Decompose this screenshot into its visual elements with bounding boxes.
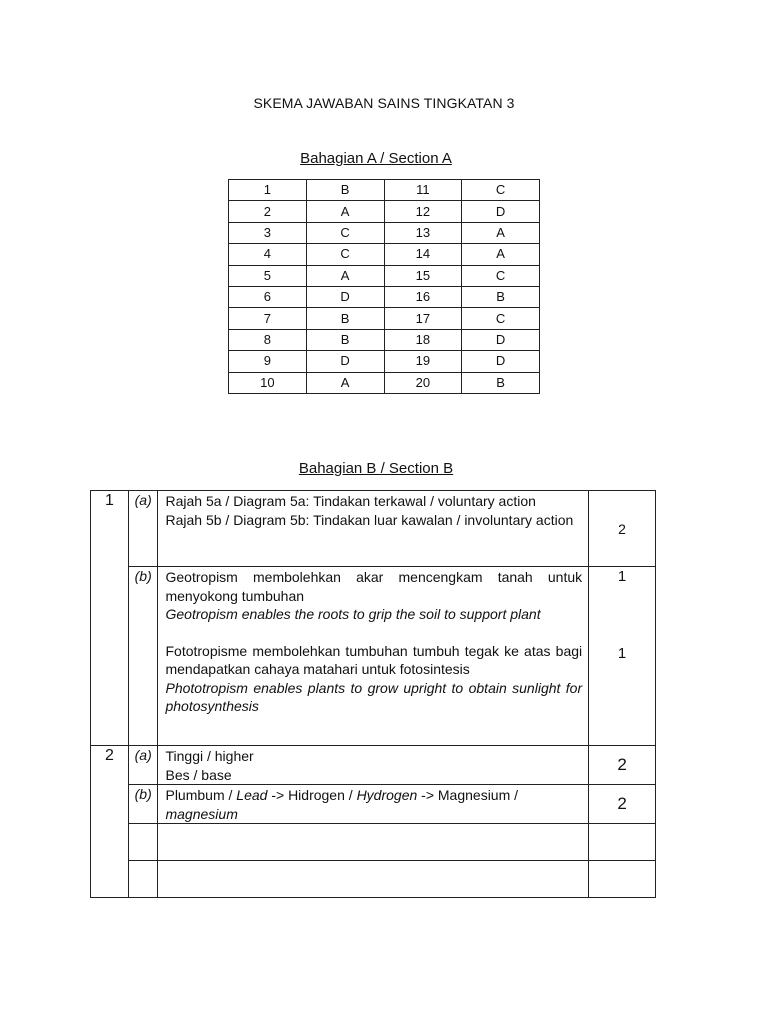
answer-line: Rajah 5b / Diagram 5b: Tindakan luar kawalan / involuntary action	[165, 511, 574, 528]
answer-line: Bes / base	[165, 766, 232, 783]
question-number-cell: 18	[384, 329, 462, 350]
question-number-cell: 20	[384, 372, 462, 393]
table-row	[229, 180, 540, 201]
answer-cell: C	[462, 308, 540, 329]
q2a-row	[91, 746, 656, 785]
answer-cell: B	[306, 329, 384, 350]
question-number-cell: 16	[384, 286, 462, 307]
answer-cell: D	[306, 286, 384, 307]
table-row	[229, 329, 540, 350]
answer-line: Rajah 5a / Diagram 5a: Tindakan terkawal / voluntary action	[165, 493, 536, 509]
question-number-cell: 8	[229, 329, 307, 350]
q1a-row	[91, 491, 656, 567]
table-row	[229, 372, 540, 393]
q1b-answer	[158, 567, 589, 746]
section-b-heading: Bahagian B / Section B	[298, 460, 454, 477]
answer-line: Geotropism membolehkan akar mencengkam tanah untuk menyokong tumbuhan	[165, 569, 583, 604]
question-number-cell: 13	[384, 222, 462, 243]
table-row	[229, 351, 540, 372]
answer-cell: B	[306, 308, 384, 329]
question-number-cell: 2	[229, 201, 307, 222]
question-number-cell: 6	[229, 286, 307, 307]
answer-cell: A	[306, 201, 384, 222]
answer-cell: D	[306, 351, 384, 372]
answer-cell: C	[306, 222, 384, 243]
answer-cell: D	[462, 351, 540, 372]
answer-cell: B	[306, 180, 384, 201]
question-number-cell: 15	[384, 265, 462, 286]
table-row	[229, 308, 540, 329]
page-title: SKEMA JAWABAN SAINS TINGKATAN 3	[253, 95, 515, 111]
subquestion-label: (a)	[128, 746, 158, 785]
subquestion-label: (a)	[128, 491, 158, 567]
q2b-answer: Plumbum / Lead -> Hidrogen / Hydrogen -> Magnesium / magnesium	[158, 785, 589, 824]
question-number-cell: 12	[384, 201, 462, 222]
mark-cell	[589, 567, 656, 746]
answer-cell: D	[462, 329, 540, 350]
empty-row	[91, 824, 656, 861]
table-row	[229, 222, 540, 243]
mark-cell: 2	[589, 746, 656, 785]
answer-cell: A	[462, 222, 540, 243]
answer-cell: B	[462, 286, 540, 307]
table-row	[229, 201, 540, 222]
question-number-cell: 19	[384, 351, 462, 372]
question-number: 1	[91, 491, 129, 746]
mark-cell: 2	[589, 785, 656, 824]
section-a-heading: Bahagian A / Section A	[300, 150, 452, 167]
answer-cell: C	[306, 244, 384, 265]
answer-cell: B	[462, 372, 540, 393]
mark-value: 1	[617, 645, 627, 662]
answer-cell: C	[462, 265, 540, 286]
question-number-cell: 4	[229, 244, 307, 265]
question-number-cell: 1	[229, 180, 307, 201]
answer-cell: D	[462, 201, 540, 222]
q1b-row	[91, 567, 656, 746]
question-number-cell: 5	[229, 265, 307, 286]
answer-cell: C	[462, 180, 540, 201]
subquestion-label: (b)	[128, 567, 158, 746]
table-row	[229, 286, 540, 307]
mark-cell: 2	[589, 491, 656, 567]
table-row	[229, 244, 540, 265]
question-number-cell: 10	[229, 372, 307, 393]
question-number-cell: 14	[384, 244, 462, 265]
empty-row	[91, 861, 656, 898]
mark-value: 1	[617, 568, 627, 585]
question-number-cell: 11	[384, 180, 462, 201]
answer-line-english: Geotropism enables the roots to grip the soil to support plant	[165, 606, 541, 622]
section-a-answer-table	[228, 179, 540, 394]
question-number-cell: 9	[229, 351, 307, 372]
subquestion-label: (b)	[128, 785, 158, 824]
answer-cell: A	[306, 372, 384, 393]
answer-line: Tinggi / higher	[165, 748, 254, 764]
answer-cell: A	[306, 265, 384, 286]
q1a-answer	[158, 491, 589, 567]
q2a-answer	[158, 746, 589, 785]
answer-line: Fototropisme membolehkan tumbuhan tumbuh tegak ke atas bagi mendapatkan cahaya matahari untuk fotosintesis	[165, 642, 583, 677]
q2b-row	[91, 785, 656, 824]
section-b-answer-table	[90, 490, 656, 898]
question-number-cell: 17	[384, 308, 462, 329]
answer-line-english: Phototropism enables plants to grow upright to obtain sunlight for photosynthesis	[165, 679, 583, 714]
table-row	[229, 265, 540, 286]
question-number-cell: 7	[229, 308, 307, 329]
answer-cell: A	[462, 244, 540, 265]
question-number-cell: 3	[229, 222, 307, 243]
question-number: 2	[91, 746, 129, 898]
